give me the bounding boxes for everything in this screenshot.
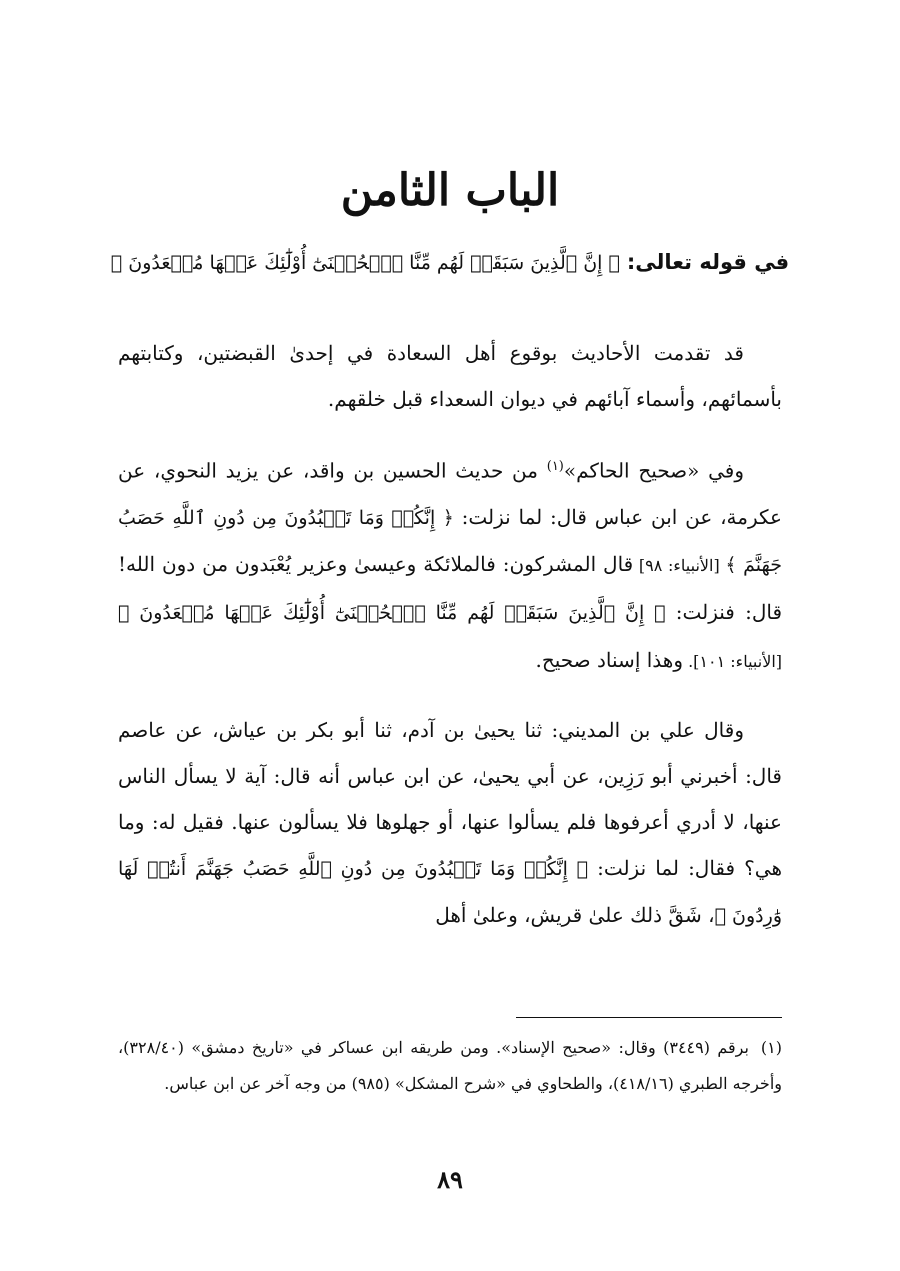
paragraph-text: وقال علي بن المديني: ثنا يحيىٰ بن آدم، ثنا أبو بكر بن عياش، عن عاصم قال: أخبرني أبو رَزِين، عن أبي يحيىٰ، عن ابن عباس أنه قال: آية لا يسأل الناس عنها، لا أدري أعرفوها فلم يسألوا عنها، أو جهلوها فلا يسألون عنها. فقيل له: وما هي؟ فقال: لما نزلت: [118,717,783,880]
quran-verse: ﴿ إِنَّكُمۡ وَمَا تَعۡبُدُونَ مِن دُونِ ٱللَّهِ حَصَبُ جَهَنَّمَ ﴾ [118,506,782,576]
paragraph [118,444,782,685]
footnote-marker: (١) [760,1038,783,1057]
subtitle-verse: ﴿ إِنَّ ٱلَّذِينَ سَبَقَتۡ لَهُم مِّنَّا ٱلۡحُسۡنَىٰٓ أُوْلَٰٓئِكَ عَنۡهَا مُبۡعَدُونَ ﴾ [110,252,620,274]
paragraph [118,330,782,422]
footnote [118,1030,782,1102]
page-number: ٨٩ [437,1165,463,1194]
subtitle-intro: في قوله تعالى: [626,250,790,274]
quran-verse: ﴿ إِنَّ ٱلَّذِينَ سَبَقَتۡ لَهُم مِّنَّا ٱلۡحُسۡنَىٰٓ أُوْلَٰٓئِكَ عَنۡهَا مُبۡعَدُونَ ﴾ [118,601,666,624]
footnote-reference[interactable]: (١) [546,459,564,474]
main-text [118,330,782,961]
verse-reference: [الأنبياء: ١٠١]. [683,651,782,671]
paragraph-text: من حديث الحسين بن واقد، عن يزيد النحوي، عن عكرمة، عن ابن عباس قال: لما نزلت: [118,458,782,529]
footnote-text: برقم (٣٤٤٩) وقال: «صحيح الإسناد». ومن طريقه ابن عساكر في «تاريخ دمشق» (٣٢٨/٤٠)، وأخرجه الطبري (٤١٨/١٦)، والطحاوي في «شرح المشكل» (٩٨٥) من وجه آخر عن ابن عباس. [118,1038,782,1093]
paragraph-text: قد تقدمت الأحاديث بوقوع أهل السعادة في إحدىٰ القبضتين، وكتابتهم بأسمائهم، وأسماء آبائهم في ديوان السعداء قبل خلقهم. [118,341,782,411]
paragraph-text: وفي «صحيح الحاكم» [563,458,745,483]
paragraph-text: ، شَقَّ ذلك علىٰ قريش، وعلىٰ أهل [435,902,715,927]
paragraph-text: قال المشركون: فالملائكة وعيسىٰ وعزير يُعْبَدون من دون الله! قال: فنزلت: [118,551,782,624]
quran-verse: ﴿ إِنَّكُمۡ وَمَا تَعۡبُدُونَ مِن دُونِ ٱللَّهِ حَصَبُ جَهَنَّمَ أَنتُمۡ لَهَا وَٰرِدُونَ ﴾ [118,857,782,927]
paragraph [118,707,782,939]
chapter-subtitle [110,248,790,279]
verse-reference: [الأنبياء: ٩٨] [633,555,726,575]
paragraph-text: وهذا إسناد صحيح. [535,647,683,672]
chapter-title: الباب الثامن [340,165,560,216]
footnote-divider [516,1017,782,1018]
